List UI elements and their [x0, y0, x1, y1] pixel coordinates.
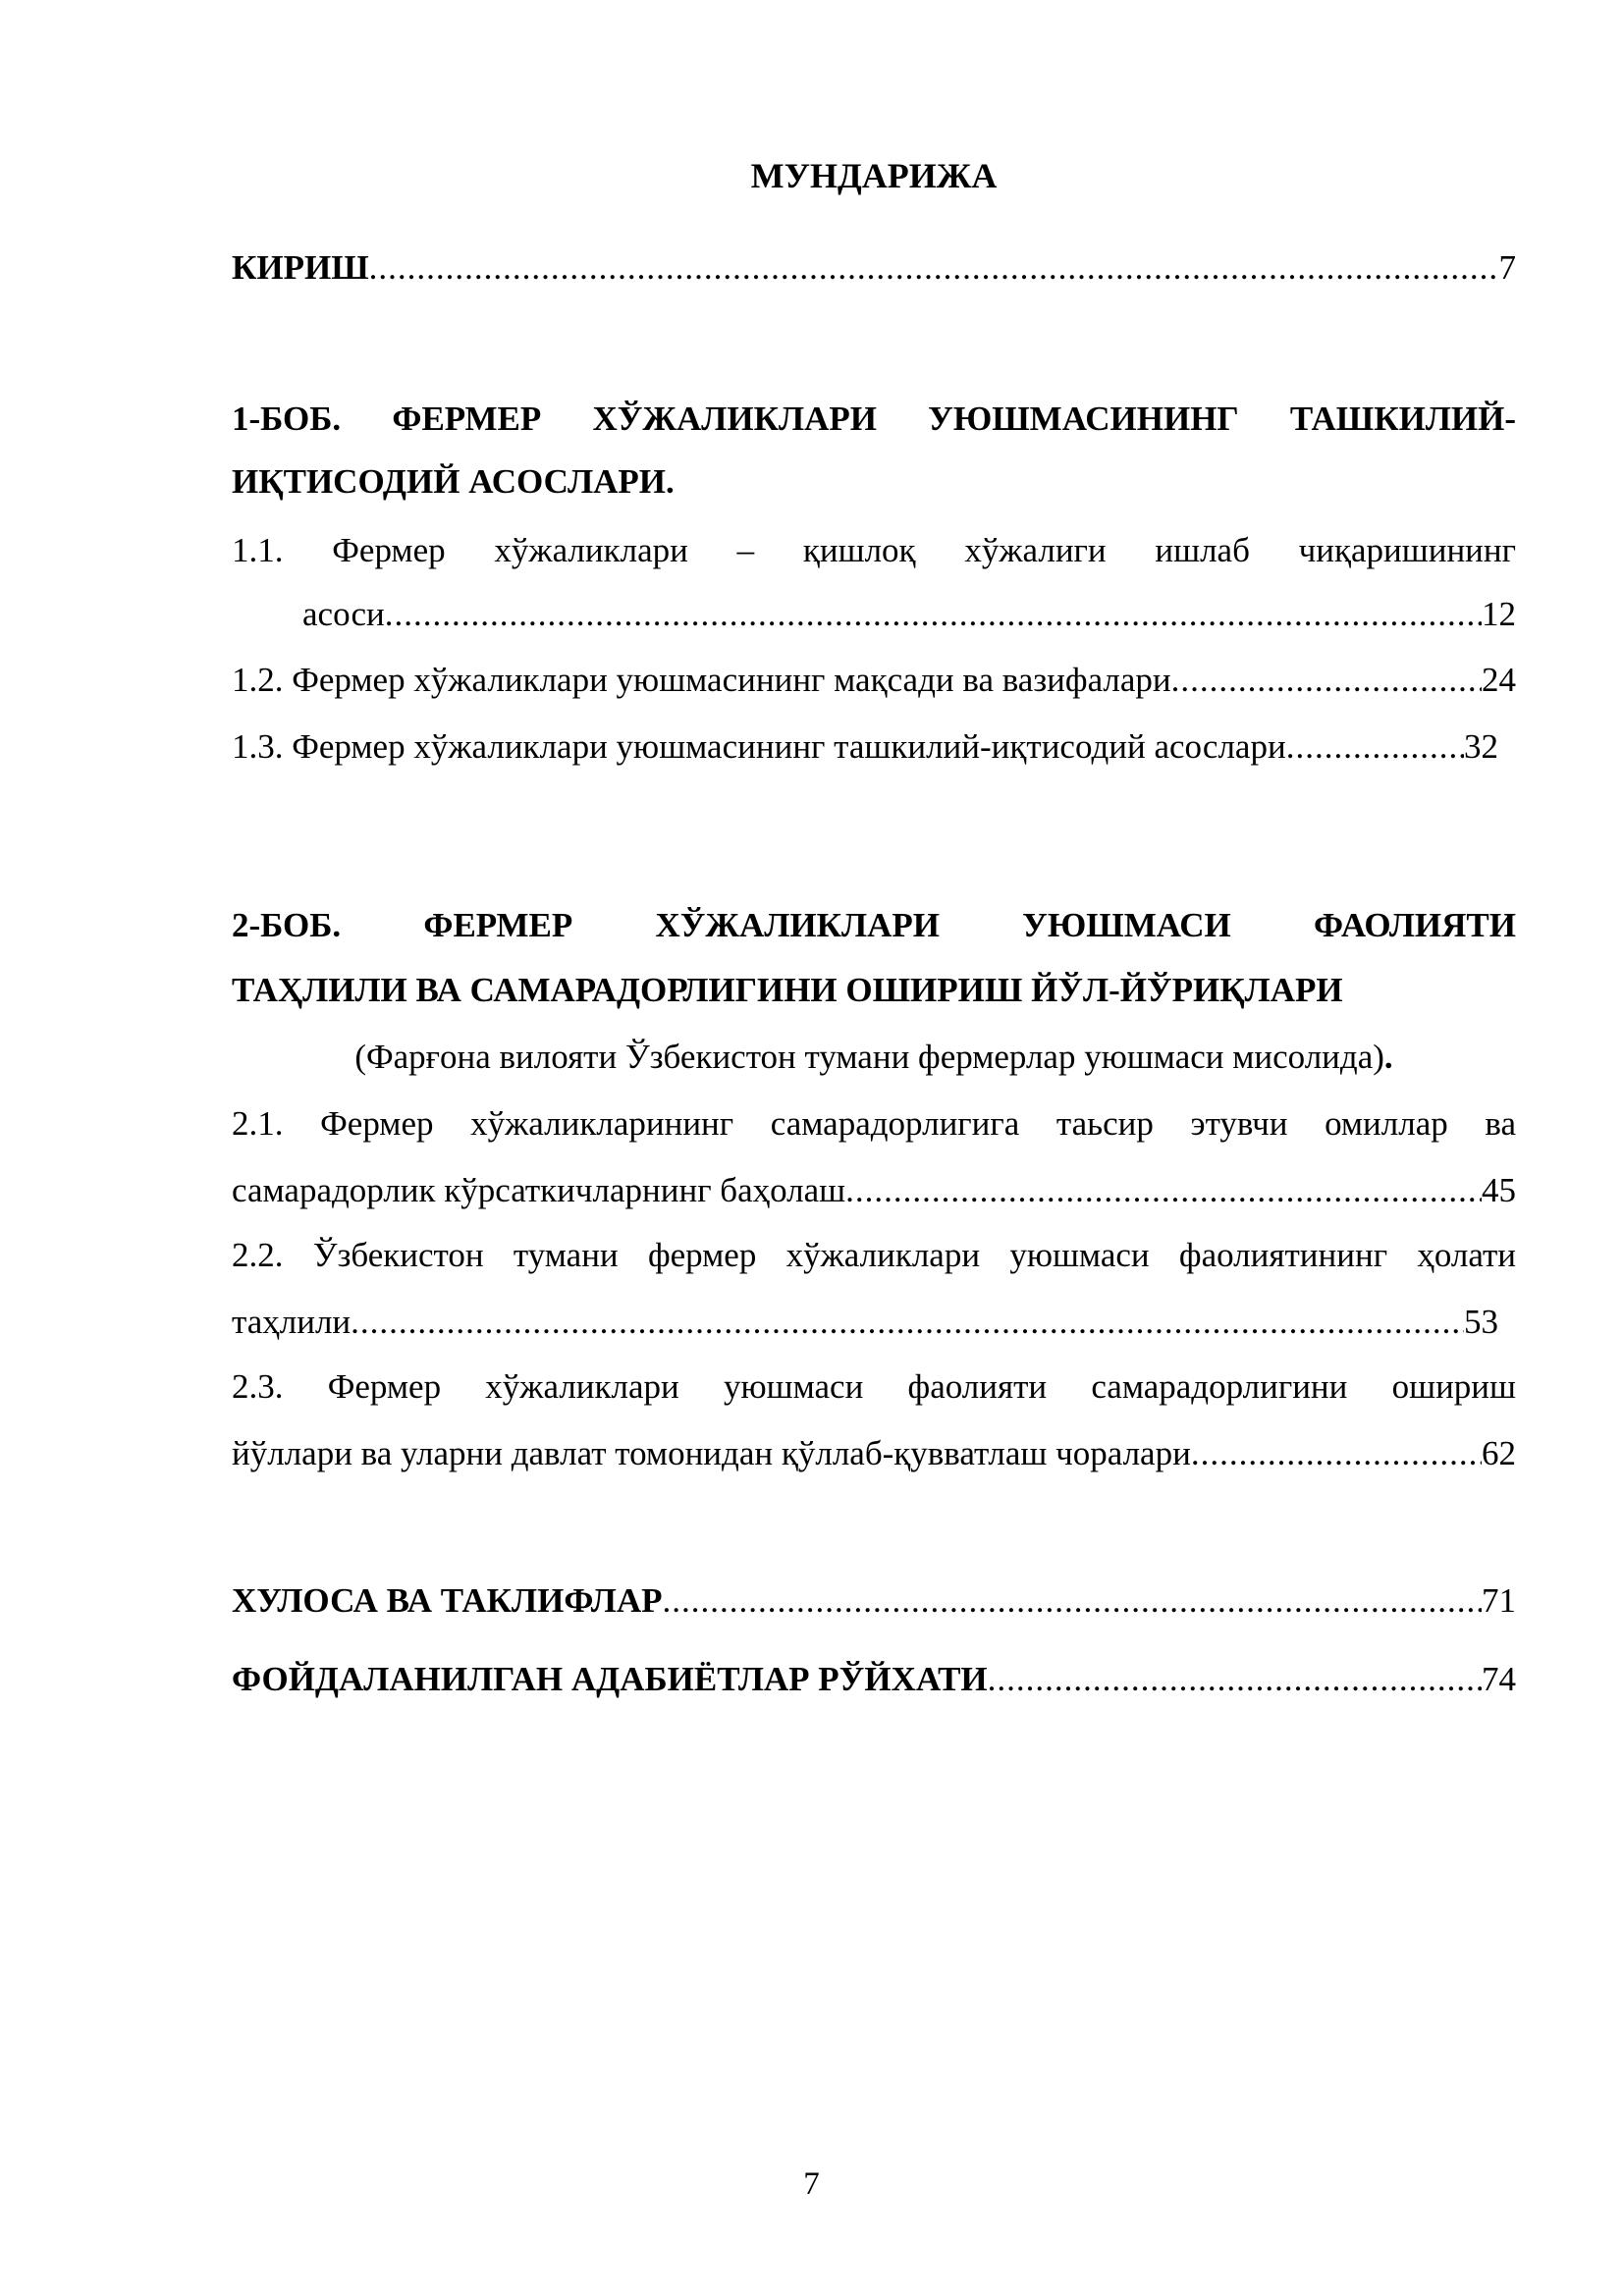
page-number-footer: 7 [803, 2166, 820, 2202]
dot-leader [351, 1302, 1464, 1343]
toc-entry-label: йўллари ва уларни давлат томонидан қўллаб-қувватлаш чоралари [232, 1434, 1191, 1472]
toc-entry-1-2 [232, 660, 1516, 701]
toc-entry-2-1-line2 [232, 1170, 1516, 1211]
dot-leader [1191, 1433, 1482, 1474]
chapter1-heading-line1: 1-БОБ. ФЕРМЕР ХЎЖАЛИКЛАРИ УЮШМАСИНИНГ ТАШКИЛИЙ- [232, 400, 1516, 438]
dot-leader [1171, 660, 1482, 701]
chapter2-subtitle-text: (Фарғона вилояти Ўзбекистон тумани фермерлар уюшмаси мисолида) [354, 1038, 1384, 1076]
toc-page-number: 45 [1482, 1171, 1516, 1209]
toc-entry-2-1-line1: 2.1. Фермер хўжаликларининг самарадорлигига таьсир этувчи омиллар ва [232, 1104, 1516, 1143]
toc-page-number: 12 [1482, 595, 1516, 633]
toc-entry-2-3-line2 [232, 1433, 1516, 1474]
toc-entry-2-2-line1: 2.2. Ўзбекистон тумани фермер хўжаликлари уюшмаси фаолиятининг ҳолати [232, 1236, 1516, 1274]
dot-leader [1286, 726, 1464, 768]
chapter2-heading-line2: ТАҲЛИЛИ ВА САМАРАДОРЛИГИНИ ОШИРИШ ЙЎЛ-ЙЎРИҚЛАРИ [232, 971, 1343, 1009]
toc-page-number: 62 [1482, 1434, 1516, 1472]
toc-page-number: 32 [1464, 727, 1498, 766]
chapter2-subtitle-end: . [1383, 1038, 1393, 1076]
toc-title: МУНДАРИЖА [750, 156, 998, 195]
toc-page-number: 24 [1482, 661, 1516, 699]
dot-leader [845, 1170, 1482, 1211]
toc-entry-label: самарадорлик кўрсаткичларнинг баҳолаш [232, 1171, 846, 1209]
dot-leader [385, 594, 1482, 635]
chapter2-subtitle [232, 1037, 1516, 1078]
toc-entry-2-2-line2 [232, 1302, 1498, 1343]
toc-entry-label: КИРИШ [232, 248, 369, 287]
toc-page-number: 71 [1482, 1581, 1516, 1620]
toc-entry-1-3 [232, 726, 1498, 768]
toc-page-number: 74 [1482, 1660, 1516, 1698]
toc-entry-2-3-line1: 2.3. Фермер хўжаликлари уюшмаси фаолияти самарадорлигини ошириш [232, 1367, 1516, 1406]
chapter2-heading-line1: 2-БОБ. ФЕРМЕР ХЎЖАЛИКЛАРИ УЮШМАСИ ФАОЛИЯТИ [232, 906, 1516, 944]
dot-leader [988, 1659, 1482, 1700]
toc-entry-conclusion [232, 1580, 1516, 1622]
toc-entry-label: 1.3. Фермер хўжаликлари уюшмасининг ташкилий-иқтисодий асослари [232, 727, 1286, 766]
toc-entry-label: асоси [302, 595, 385, 633]
toc-page-number: 53 [1464, 1303, 1498, 1341]
toc-entry-label: таҳлили [232, 1303, 352, 1341]
toc-entry-1-1-line2 [302, 594, 1516, 635]
toc-entry-1-1-line1: 1.1. Фермер хўжаликлари – қишлоқ хўжалиги ишлаб чиқаришининг [232, 531, 1516, 569]
dot-leader [369, 247, 1499, 289]
toc-entry-label: 1.2. Фермер хўжаликлари уюшмасининг мақсади ва вазифалари [232, 661, 1171, 699]
dot-leader [663, 1580, 1482, 1622]
toc-entry-label: ХУЛОСА ВА ТАКЛИФЛАР [232, 1581, 663, 1620]
chapter1-heading-line2: ИҚТИСОДИЙ АСОСЛАРИ. [232, 462, 675, 501]
toc-entry-label: ФОЙДАЛАНИЛГАН АДАБИЁТЛАР РЎЙХАТИ [232, 1660, 988, 1698]
document-page [232, 0, 1516, 2296]
toc-page-number: 7 [1498, 248, 1516, 287]
toc-entry-references [232, 1659, 1516, 1700]
toc-entry-intro [232, 247, 1516, 289]
